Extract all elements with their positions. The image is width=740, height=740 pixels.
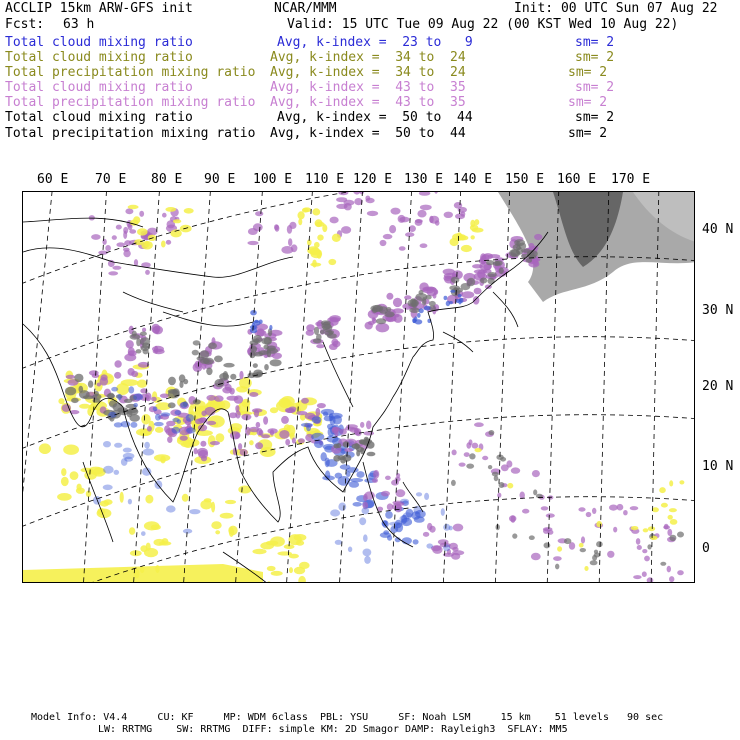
map-canvas — [23, 192, 695, 583]
cloud-fields — [23, 192, 695, 583]
legend-field-name: Total cloud mixing ratio — [5, 50, 193, 65]
longitude-label: 60 E — [37, 172, 69, 187]
legend-field-name: Total precipitation mixing ratio — [5, 95, 256, 110]
longitude-label: 130 E — [404, 172, 444, 187]
legend-smoothing: sm= 2 — [575, 110, 615, 125]
legend-avg-range: Avg, k-index = 34 to 24 — [270, 50, 466, 65]
legend-field-name: Total precipitation mixing ratio — [5, 126, 256, 141]
legend-smoothing: sm= 2 — [575, 50, 615, 65]
longitude-label: 100 E — [253, 172, 293, 187]
legend-avg-range: Avg, k-index = 34 to 24 — [270, 65, 466, 80]
legend-field-name: Total cloud mixing ratio — [5, 110, 193, 125]
legend-avg-range: Avg, k-index = 23 to 9 — [277, 35, 473, 50]
legend-avg-range: Avg, k-index = 50 to 44 — [277, 110, 473, 125]
latitude-label: 10 N — [702, 459, 734, 474]
legend-avg-range: Avg, k-index = 50 to 44 — [270, 126, 466, 141]
legend-field-name: Total cloud mixing ratio — [5, 35, 193, 50]
latitude-label: 20 N — [702, 379, 734, 394]
init-time: Init: 00 UTC Sun 07 Aug 22 — [514, 1, 718, 16]
legend-field-name: Total precipitation mixing ratio — [5, 65, 256, 80]
longitude-label: 160 E — [557, 172, 597, 187]
valid-time: Valid: 15 UTC Tue 09 Aug 22 (00 KST Wed 10 Aug 22) — [287, 17, 679, 32]
longitude-label: 170 E — [611, 172, 651, 187]
legend-smoothing: sm= 2 — [575, 35, 615, 50]
legend-smoothing: sm= 2 — [568, 95, 608, 110]
legend-avg-range: Avg, k-index = 43 to 35 — [270, 80, 466, 95]
fcst-label: Fcst: — [5, 17, 45, 32]
run-title: ACCLIP 15km ARW-GFS init — [5, 1, 193, 16]
latitude-label: 40 N — [702, 222, 734, 237]
model-info-line1: Model Info: V4.4 CU: KF MP: WDM 6class PBL: YSU SF: Noah LSM 15 km 51 levels 90 sec — [31, 712, 664, 723]
org-label: NCAR/MMM — [274, 1, 337, 16]
fcst-value: 63 h — [63, 17, 95, 32]
map-panel — [22, 191, 695, 583]
legend-smoothing: sm= 2 — [568, 65, 608, 80]
model-info-line2: LW: RRTMG SW: RRTMG DIFF: simple KM: 2D Smagor DAMP: Rayleigh3 SFLAY: MM5 — [98, 724, 568, 735]
longitude-label: 150 E — [505, 172, 545, 187]
longitude-label: 140 E — [453, 172, 493, 187]
longitude-label: 90 E — [204, 172, 236, 187]
legend-avg-range: Avg, k-index = 43 to 35 — [270, 95, 466, 110]
latitude-label: 30 N — [702, 303, 734, 318]
latitude-label: 0 — [702, 541, 710, 556]
longitude-label: 70 E — [95, 172, 127, 187]
longitude-label: 120 E — [353, 172, 393, 187]
legend-field-name: Total cloud mixing ratio — [5, 80, 193, 95]
legend-smoothing: sm= 2 — [568, 126, 608, 141]
longitude-label: 80 E — [151, 172, 183, 187]
longitude-label: 110 E — [305, 172, 345, 187]
legend-smoothing: sm= 2 — [575, 80, 615, 95]
